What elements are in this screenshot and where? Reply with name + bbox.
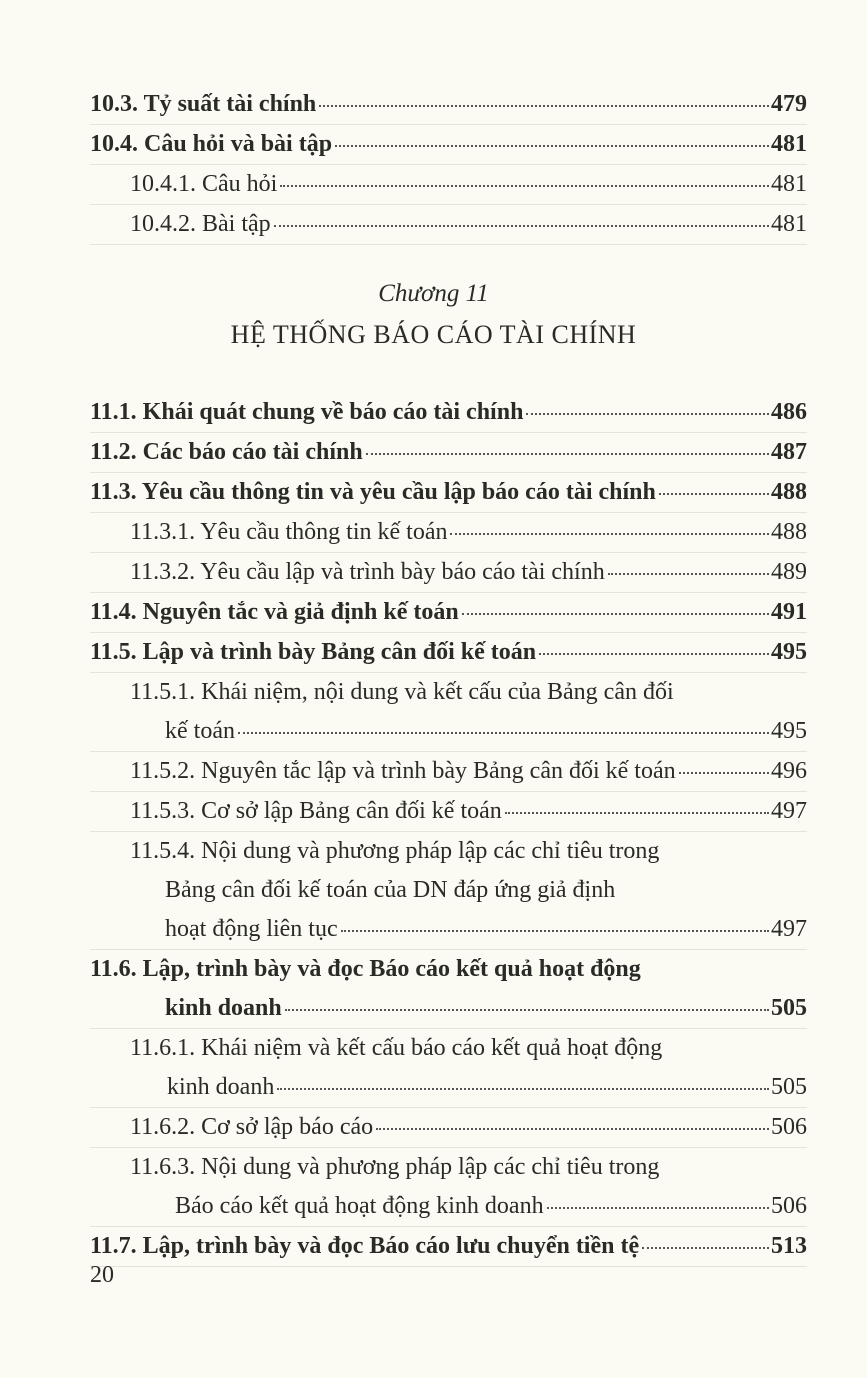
toc-entry-title: 10.4.2. Bài tập (130, 211, 271, 237)
toc-page-number: 497 (771, 798, 807, 824)
toc-entry-title: 11.6. Lập, trình bày và đọc Báo cáo kết quả hoạt động (90, 956, 641, 982)
dot-leader (539, 653, 769, 655)
toc-page-number: 506 (771, 1114, 807, 1140)
dot-leader (659, 493, 769, 495)
toc-entry-title: 11.6.3. Nội dung và phương pháp lập các chỉ tiêu trong (130, 1154, 660, 1180)
toc-entry-title: 11.5.2. Nguyên tắc lập và trình bày Bảng cân đối kế toán (130, 758, 676, 784)
toc-entry-line (90, 950, 807, 989)
toc-entry-line (90, 1029, 807, 1068)
dot-leader (238, 732, 769, 734)
toc-entry-line (90, 633, 807, 672)
toc-entry[interactable] (90, 1148, 807, 1227)
toc-entry[interactable] (90, 85, 807, 125)
toc-entry[interactable] (90, 950, 807, 1029)
toc-entry-line (90, 473, 807, 512)
toc-page-number: 513 (771, 1233, 807, 1259)
toc-entry-title: 11.4. Nguyên tắc và giả định kế toán (90, 599, 459, 625)
toc-entry-title: 11.5.1. Khái niệm, nội dung và kết cấu của Bảng cân đối (130, 679, 674, 705)
toc-entry-title: 10.3. Tỷ suất tài chính (90, 91, 317, 117)
toc-entry-line (90, 513, 807, 552)
toc-page-number: 487 (771, 439, 807, 465)
toc-entry[interactable] (90, 1108, 807, 1148)
toc-entry-line (90, 832, 807, 871)
toc-entry-line (90, 1227, 807, 1266)
toc-entry-line (90, 910, 807, 949)
toc-entry-line (90, 205, 807, 244)
toc-entry-line (90, 433, 807, 472)
dot-leader (277, 1088, 769, 1090)
dot-leader (280, 185, 769, 187)
toc-section-chapter-11 (90, 393, 807, 1267)
toc-page-number: 488 (771, 479, 807, 505)
dot-leader (341, 930, 769, 932)
toc-entry-title: 11.6.1. Khái niệm và kết cấu báo cáo kết quả hoạt động (130, 1035, 663, 1061)
toc-page-number: 505 (771, 1074, 807, 1100)
toc-entry-title: kế toán (165, 718, 235, 744)
toc-entry-title: 11.1. Khái quát chung về báo cáo tài chính (90, 399, 524, 425)
toc-section-chapter-10 (90, 85, 807, 245)
toc-entry[interactable] (90, 673, 807, 752)
dot-leader (376, 1128, 769, 1130)
toc-entry[interactable] (90, 1227, 807, 1267)
toc-entry-title: 11.3. Yêu cầu thông tin và yêu cầu lập báo cáo tài chính (90, 479, 656, 505)
toc-entry-title: 10.4.1. Câu hỏi (130, 171, 278, 197)
toc-entry-line (90, 752, 807, 791)
toc-entry-line (90, 1187, 807, 1226)
toc-page-number: 481 (771, 131, 807, 157)
dot-leader (285, 1009, 769, 1011)
page-number: 20 (90, 1262, 114, 1288)
toc-entry[interactable] (90, 205, 807, 245)
dot-leader (608, 573, 769, 575)
toc-page-number: 496 (771, 758, 807, 784)
toc-entry[interactable] (90, 553, 807, 593)
toc-entry-line (90, 553, 807, 592)
toc-entry-title: 11.5. Lập và trình bày Bảng cân đối kế toán (90, 639, 537, 665)
toc-entry-title: 11.5.3. Cơ sở lập Bảng cân đối kế toán (130, 798, 502, 824)
toc-entry-title: kinh doanh (167, 1074, 275, 1100)
toc-entry[interactable] (90, 513, 807, 553)
toc-entry-line (90, 393, 807, 432)
toc-entry-title: 11.7. Lập, trình bày và đọc Báo cáo lưu chuyển tiền tệ (90, 1233, 640, 1259)
toc-entry[interactable] (90, 752, 807, 792)
toc-entry-title: hoạt động liên tục (165, 916, 338, 942)
toc-page-number: 497 (771, 916, 807, 942)
dot-leader (319, 105, 769, 107)
toc-entry-line (90, 1068, 807, 1107)
chapter-number: Chương 11 (378, 280, 489, 307)
toc-entry[interactable] (90, 165, 807, 205)
toc-page-number: 495 (771, 639, 807, 665)
toc-page-number: 481 (771, 211, 807, 237)
toc-entry[interactable] (90, 473, 807, 513)
toc-entry-line (90, 792, 807, 831)
toc-entry-title: kinh doanh (165, 995, 282, 1021)
toc-entry[interactable] (90, 125, 807, 165)
toc-entry-line (90, 165, 807, 204)
toc-page-number: 491 (771, 599, 807, 625)
toc-entry-title: 10.4. Câu hỏi và bài tập (90, 131, 333, 157)
toc-entry[interactable] (90, 1029, 807, 1108)
toc-page-number: 481 (771, 171, 807, 197)
toc-entry-line (90, 125, 807, 164)
toc-entry-title: 11.5.4. Nội dung và phương pháp lập các chỉ tiêu trong (130, 838, 660, 864)
toc-entry[interactable] (90, 433, 807, 473)
toc-entry[interactable] (90, 393, 807, 433)
toc-entry-line (90, 871, 807, 910)
toc-entry-line (90, 989, 807, 1028)
toc-page-number: 489 (771, 559, 807, 585)
toc-entry-line (90, 1108, 807, 1147)
toc-entry-title: 11.6.2. Cơ sở lập báo cáo (130, 1114, 374, 1140)
toc-entry-title: 11.3.2. Yêu cầu lập và trình bày báo cáo tài chính (130, 559, 605, 585)
dot-leader (505, 812, 769, 814)
toc-page-number: 506 (771, 1193, 807, 1219)
toc-entry-line (90, 712, 807, 751)
dot-leader (526, 413, 769, 415)
toc-entry[interactable] (90, 633, 807, 673)
toc-entry-title: 11.3.1. Yêu cầu thông tin kế toán (130, 519, 448, 545)
toc-page-number: 488 (771, 519, 807, 545)
chapter-title: HỆ THỐNG BÁO CÁO TÀI CHÍNH (230, 320, 637, 349)
toc-entry-title: 11.2. Các báo cáo tài chính (90, 439, 363, 465)
dot-leader (450, 533, 769, 535)
toc-entry-title: Bảng cân đối kế toán của DN đáp ứng giả định (165, 877, 616, 903)
toc-page-number: 486 (771, 399, 807, 425)
dot-leader (462, 613, 769, 615)
toc-entry[interactable] (90, 593, 807, 633)
toc-entry-title: Báo cáo kết quả hoạt động kinh doanh (175, 1193, 544, 1219)
toc-entry-line (90, 1148, 807, 1187)
dot-leader (642, 1247, 769, 1249)
toc-entry-line (90, 673, 807, 712)
dot-leader (366, 453, 769, 455)
toc-entry-line (90, 593, 807, 632)
toc-entry-line (90, 85, 807, 124)
dot-leader (547, 1207, 769, 1209)
dot-leader (679, 772, 769, 774)
dot-leader (274, 225, 769, 227)
dot-leader (335, 145, 769, 147)
toc-entry[interactable] (90, 832, 807, 950)
toc-entry[interactable] (90, 792, 807, 832)
toc-page-number: 479 (771, 91, 807, 117)
toc-page-number: 495 (771, 718, 807, 744)
toc-page-number: 505 (771, 995, 807, 1021)
